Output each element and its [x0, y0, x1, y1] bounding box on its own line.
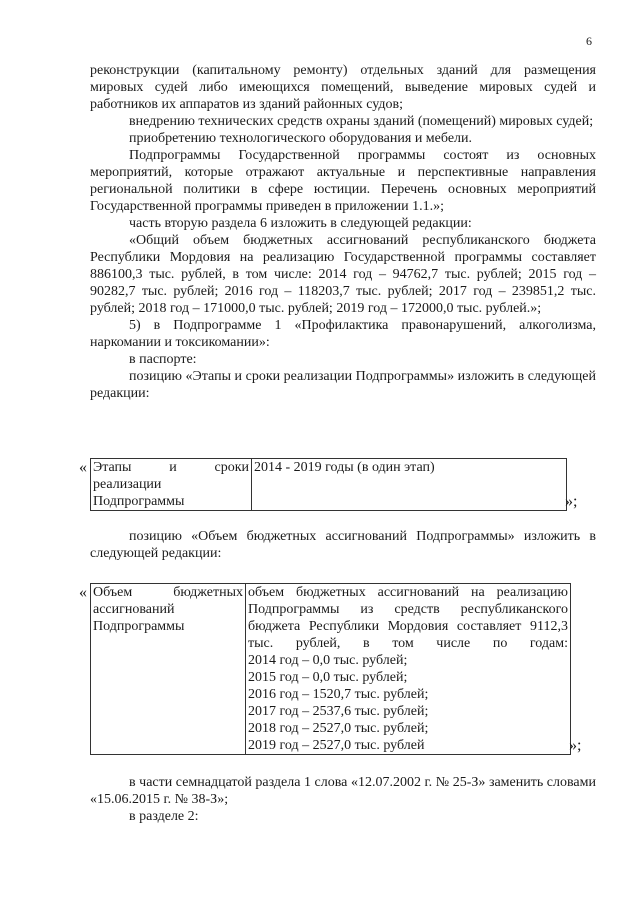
- paragraph: часть вторую раздела 6 изложить в следующей редакции:: [129, 216, 472, 231]
- stages-label-cell: Этапы и сроки реализации Подпрограммы: [91, 459, 252, 511]
- budget-year-line: 2017 год – 2537,6 тыс. рублей;: [248, 704, 429, 719]
- budget-year-line: 2016 год – 1520,7 тыс. рублей;: [248, 687, 429, 702]
- paragraph: Подпрограммы Государственной программы состоят из основных мероприятий, которые отражают актуальные и перспективные направления региональной политики в сфере юстиции. Перечень основных мероприятий Государственной программы приведен в приложении 1.1.»;: [90, 148, 596, 214]
- paragraph: 5) в Подпрограмме 1 «Профилактика правонарушений, алкоголизма, наркомании и токсикомании»:: [90, 318, 596, 350]
- stages-table: [90, 458, 567, 511]
- budget-year-line: 2018 год – 2527,0 тыс. рублей;: [248, 721, 429, 736]
- budget-value-cell: [246, 584, 571, 755]
- open-quote: «: [79, 584, 87, 601]
- close-quote: »;: [569, 737, 582, 754]
- open-quote: «: [79, 459, 87, 476]
- stages-table-block: [79, 458, 596, 511]
- document-body: [90, 62, 596, 402]
- budget-intro: объем бюджетных ассигнований на реализацию Подпрограммы из средств республиканского бюджета Республики Мордовия составляет 9112,3 тыс. рублей, в том числе по годам:: [248, 585, 568, 651]
- paragraph: «Общий объем бюджетных ассигнований республиканского бюджета Республики Мордовия на реализацию Государственной программы составляет 886100,3 тыс. рублей, в том числе: 2014 год – 94762,7 тыс. рублей; 2015 год – 90282,7 тыс. рублей; 2016 год – 118203,7 тыс. рублей; 2017 год – 239851,2 тыс. рублей; 2018 год – 171000,0 тыс. рублей; 2019 год – 172000,0 тыс. рублей.»;: [90, 233, 596, 316]
- paragraph: в части семнадцатой раздела 1 слова «12.07.2002 г. № 25-З» заменить словами «15.06.2015 г. № 38-З»;: [90, 775, 596, 807]
- stages-value-cell: 2014 - 2019 годы (в один этап): [252, 459, 567, 511]
- page-number: 6: [586, 34, 592, 48]
- paragraph: в паспорте:: [129, 352, 197, 367]
- budget-table-block: [79, 583, 596, 755]
- paragraph: в разделе 2:: [129, 809, 199, 824]
- paragraph: реконструкции (капитальному ремонту) отдельных зданий для размещения мировых судей либо имеющихся помещений, выведение мировых судей и работников их аппаратов из зданий районных судов;: [90, 63, 596, 112]
- paragraph: внедрению технических средств охраны зданий (помещений) мировых судей;: [129, 114, 594, 129]
- budget-year-line: 2019 год – 2527,0 тыс. рублей: [248, 738, 425, 753]
- paragraph-block: [90, 528, 596, 562]
- paragraph-block: [90, 774, 596, 825]
- budget-year-line: 2015 год – 0,0 тыс. рублей;: [248, 670, 408, 685]
- paragraph: позицию «Объем бюджетных ассигнований Подпрограммы» изложить в следующей редакции:: [90, 529, 596, 561]
- paragraph: приобретению технологического оборудования и мебели.: [129, 131, 473, 146]
- close-quote: »;: [565, 493, 578, 510]
- budget-year-line: 2014 год – 0,0 тыс. рублей;: [248, 653, 408, 668]
- budget-table: [90, 583, 571, 755]
- budget-label-cell: Объем бюджетных ассигнований Подпрограммы: [91, 584, 246, 755]
- paragraph: позицию «Этапы и сроки реализации Подпрограммы» изложить в следующей редакции:: [90, 369, 596, 401]
